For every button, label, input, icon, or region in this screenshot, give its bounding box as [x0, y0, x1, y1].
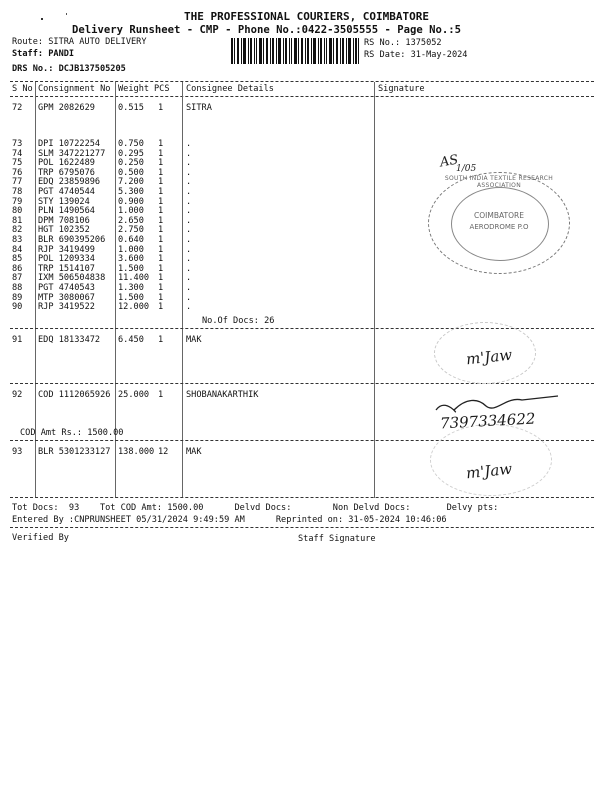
row-sno: 88: [12, 283, 23, 293]
signature-93: m'Jaw: [465, 459, 513, 483]
row-weight: 6.450: [118, 335, 144, 345]
row-pcs: 1: [158, 215, 164, 226]
row-sno: 72: [12, 103, 23, 113]
verified-by: Verified By: [12, 533, 69, 543]
row-consignment: BLR 5301233127: [38, 447, 111, 457]
row-sno: 92: [12, 390, 23, 400]
handwritten-date: 1/05: [456, 164, 477, 174]
row-pcs: 1: [158, 139, 164, 149]
row-consignment: PGT 4740544: [38, 187, 95, 197]
row-pcs: 1: [158, 283, 164, 293]
row-pcs: 1: [158, 235, 164, 245]
row-pcs: 12: [158, 447, 169, 457]
barcode: [231, 38, 359, 64]
footer-rule: [10, 527, 594, 528]
row-consignee: .: [186, 283, 192, 293]
row-consignee: .: [186, 263, 192, 274]
row-consignment: EDQ 18133472: [38, 335, 101, 345]
drs-number: DRS No.: DCJB137505205: [12, 64, 126, 74]
row-pcs: 1: [158, 225, 164, 236]
row-sno: 77: [12, 177, 23, 188]
rs-number: RS No.: 1375052: [364, 38, 442, 48]
row-consignee: .: [186, 148, 192, 159]
row-weight: 12.000: [118, 302, 150, 313]
row-weight: 0.515: [118, 103, 144, 113]
col-sno: S No: [12, 84, 33, 94]
row-consignment: PGT 4740543: [38, 283, 95, 293]
entered-by-line: Entered By :CNPRUNSHEET 05/31/2024 9:49:59 AM Reprinted on: 31-05-2024 10:46:06: [12, 515, 447, 525]
row-pcs: 1: [158, 158, 164, 169]
row-pcs: 1: [158, 254, 164, 265]
row-consignment: GPM 2082629: [38, 103, 95, 113]
row-sno: 76: [12, 167, 23, 178]
runsheet-title: Delivery Runsheet - CMP - Phone No.:0422-3505555 - Page No.:5: [72, 24, 462, 36]
row-weight: 0.500: [118, 167, 144, 178]
row-pcs: 1: [158, 196, 164, 207]
row-sno: 75: [12, 158, 23, 169]
row-consignee: .: [186, 225, 192, 236]
row-consignee: .: [186, 273, 192, 284]
stamp-line2: AERODROME P.O: [469, 223, 529, 231]
row-consignee: .: [186, 206, 192, 217]
col-consignee: Consignee Details: [186, 84, 274, 94]
row-consignee: MAK: [186, 335, 202, 345]
row-consignee: .: [186, 215, 192, 226]
row-separator: [10, 383, 594, 384]
row-consignment: IXM 506504838: [38, 273, 106, 284]
row-pcs: 1: [158, 177, 164, 188]
row-weight: 1.300: [118, 283, 144, 293]
row-sno: 83: [12, 235, 23, 245]
row-pcs: 1: [158, 292, 164, 303]
row-weight: 1.500: [118, 292, 144, 303]
row-consignment: SLM 347221277: [38, 148, 106, 159]
row-weight: 0.640: [118, 235, 144, 245]
table-row: [0, 302, 600, 313]
row-weight: 1.000: [118, 206, 144, 217]
company-name: THE PROFESSIONAL COURIERS, COIMBATORE: [184, 10, 430, 23]
row-consignment: POL 1622489: [38, 158, 95, 169]
row-sno: 74: [12, 148, 23, 159]
row-consignment: TRP 1514107: [38, 263, 95, 274]
row-consignee: .: [186, 167, 192, 178]
row-consignee: .: [186, 177, 192, 188]
cod-amount: COD Amt Rs.: 1500.00: [20, 428, 124, 438]
row-sno: 90: [12, 302, 23, 313]
row-pcs: 1: [158, 263, 164, 274]
staff-signature-label: Staff Signature: [298, 534, 376, 544]
rubber-stamp: [428, 172, 570, 274]
row-consignment: COD 1112065926: [38, 390, 111, 400]
row-consignee: .: [186, 158, 192, 169]
faded-stamp: [430, 424, 552, 496]
row-consignment: STY 139024: [38, 196, 90, 207]
row-consignment: PLN 1490564: [38, 206, 95, 217]
row-consignment: RJP 3419522: [38, 302, 95, 313]
row-pcs: 1: [158, 167, 164, 178]
row-weight: 1.500: [118, 263, 144, 274]
row-consignee: .: [186, 196, 192, 207]
row-sno: 89: [12, 292, 23, 303]
row-consignment: MTP 3080067: [38, 292, 95, 303]
totals-line: Tot Docs: 93 Tot COD Amt: 1500.00 Delvd Docs: Non Delvd Docs: Delvy pts:: [12, 503, 499, 513]
row-consignment: TRP 6795076: [38, 167, 95, 178]
col-signature: Signature: [378, 84, 425, 94]
row-weight: 11.400: [118, 273, 150, 284]
row-sno: 93: [12, 447, 23, 457]
table-row: [0, 103, 600, 114]
signature-91: m'Jaw: [465, 345, 513, 369]
row-weight: 138.000: [118, 447, 155, 457]
col-weight: Weight: [118, 84, 150, 94]
row-weight: 25.000: [118, 390, 150, 400]
scan-speck: [66, 13, 67, 15]
row-pcs: 1: [158, 302, 164, 313]
handwritten-initials: AS: [438, 152, 460, 171]
staff-label: Staff: PANDI: [12, 49, 75, 59]
row-consignee: .: [186, 254, 192, 265]
row-consignment: POL 1209334: [38, 254, 95, 265]
row-pcs: 1: [158, 103, 164, 113]
row-consignee: .: [186, 187, 192, 197]
row-sno: 79: [12, 196, 23, 207]
row-sno: 86: [12, 263, 23, 274]
row-consignment: DPI 10722254: [38, 139, 101, 149]
row-consignee: .: [186, 244, 192, 255]
col-pcs: PCS: [154, 84, 170, 94]
row-consignment: HGT 102352: [38, 225, 90, 236]
rs-date: RS Date: 31-May-2024: [364, 50, 468, 60]
row-weight: 1.000: [118, 244, 144, 255]
row-pcs: 1: [158, 335, 164, 345]
row-weight: 0.750: [118, 139, 144, 149]
row-sno: 84: [12, 244, 23, 255]
row-sno: 80: [12, 206, 23, 217]
stamp-ring-text: SOUTH INDIA TEXTILE RESEARCH ASSOCIATION: [444, 175, 554, 189]
row-weight: 0.295: [118, 148, 144, 159]
row-consignee: .: [186, 302, 192, 313]
row-sno: 73: [12, 139, 23, 149]
scan-speck: [41, 18, 43, 20]
row-weight: 2.650: [118, 215, 144, 226]
row-consignee: MAK: [186, 447, 202, 457]
handwritten-phone: 7397334622: [439, 409, 536, 433]
row-consignment: BLR 690395206: [38, 235, 106, 245]
row-consignee: SHOBANAKARTHIK: [186, 390, 259, 400]
row-consignee: .: [186, 292, 192, 303]
row-weight: 3.600: [118, 254, 144, 265]
row-weight: 2.750: [118, 225, 144, 236]
row-consignment: EDQ 23859896: [38, 177, 101, 188]
header-bottom-rule: [10, 96, 594, 97]
col-consignment: Consignment No: [38, 84, 111, 94]
row-sno: 87: [12, 273, 23, 284]
row-sno: 85: [12, 254, 23, 265]
row-weight: 0.250: [118, 158, 144, 169]
row-pcs: 1: [158, 244, 164, 255]
row-pcs: 1: [158, 390, 164, 400]
row-sno: 91: [12, 335, 23, 345]
row-consignee: .: [186, 139, 192, 149]
row-sno: 81: [12, 215, 23, 226]
row-weight: 0.900: [118, 196, 144, 207]
row-consignment: DPM 708106: [38, 215, 90, 226]
row-pcs: 1: [158, 273, 164, 284]
stamp-line1: COIMBATORE: [474, 211, 524, 220]
header-top-rule: [10, 81, 594, 82]
row-sno: 82: [12, 225, 23, 236]
row-consignee: .: [186, 235, 192, 245]
row-consignment: RJP 3419499: [38, 244, 95, 255]
row-pcs: 1: [158, 148, 164, 159]
barcode-graphic: [231, 38, 359, 64]
row-consignee: SITRA: [186, 103, 212, 113]
row-weight: 7.200: [118, 177, 144, 188]
row-pcs: 1: [158, 187, 164, 197]
route-label: Route: SITRA AUTO DELIVERY: [12, 37, 147, 47]
docs-count: No.Of Docs: 26: [202, 316, 275, 326]
row-sno: 78: [12, 187, 23, 197]
row-weight: 5.300: [118, 187, 144, 197]
table-bottom-rule: [10, 497, 594, 498]
row-pcs: 1: [158, 206, 164, 217]
